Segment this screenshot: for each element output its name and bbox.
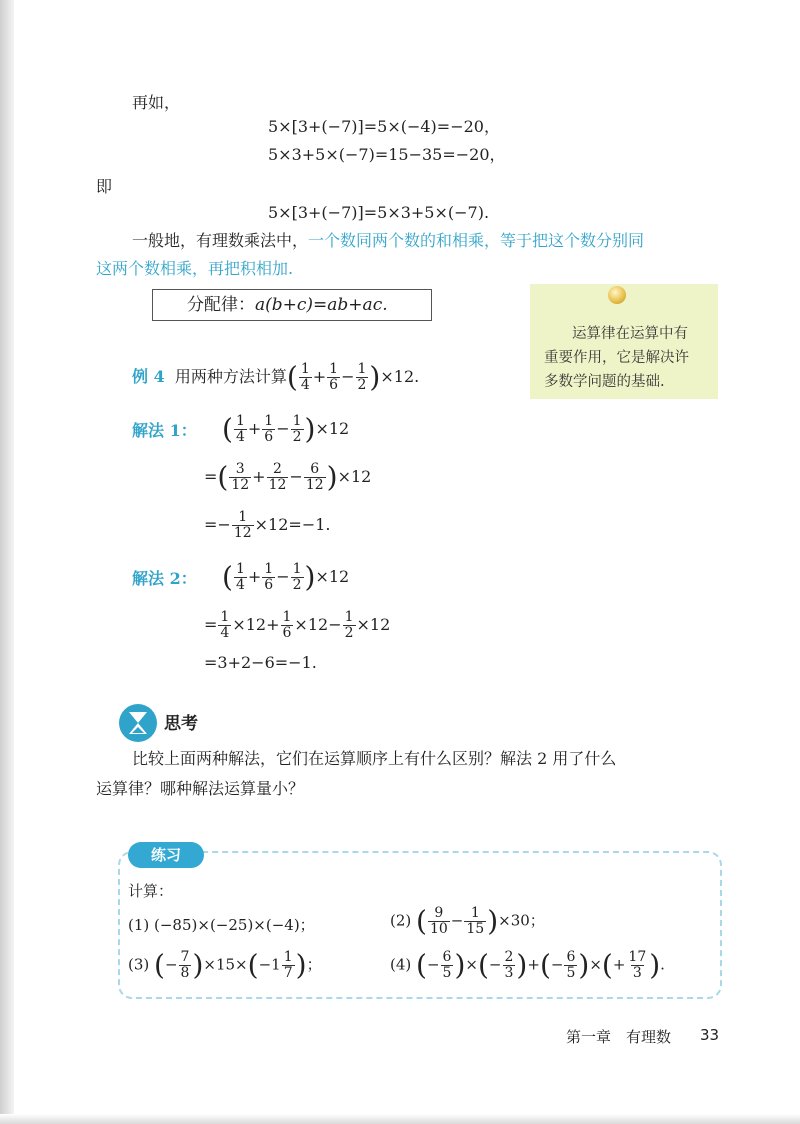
solution-1-step-2: =( $\frac{3}{12}$ + $\frac{2}{12}$ − $\frac{6}{12}$ )×12 [204, 460, 372, 494]
practice-item-1: (1) (−85)×(−25)×(−4)； [128, 916, 315, 934]
frac: $\frac{1}{2}$ [357, 361, 367, 393]
practice-item-4: (4) (− $\frac{6}{5}$ )×(− $\frac{2}{3}$ )+(− $\frac{6}{5}$ )×(+ $\frac{17}{3}$ ). [390, 948, 665, 982]
note-line-3: 多数学问题的基础. [544, 374, 665, 390]
solution-1-step-2-tail: ×12 [337, 467, 372, 486]
practice-intro: 计算： [128, 882, 174, 900]
intro-eq3: 5×[3+(−7)]=5×3+5×(−7). [268, 203, 490, 222]
law-formula: a(b+c)=ab+ac. [255, 295, 388, 315]
rule-highlight-2: 这两个数相乘，再把积相加. [96, 259, 294, 278]
solution-2-step-2: = $\frac{1}{4}$ ×12+ $\frac{1}{6}$ ×12− $\frac{1}{2}$ ×12 [204, 609, 391, 641]
scan-edge-bottom [0, 1114, 800, 1124]
practice-tag: 练习 [128, 842, 204, 868]
rule-highlight-1: 一个数同两个数的和相乘，等于把这个数分别同 [308, 231, 645, 250]
intro-eq2: 5×3+5×(−7)=15−35=−20， [268, 145, 506, 164]
example-label: 例 4 [132, 367, 165, 386]
note-line-1: 运算律在运算中有 [572, 326, 688, 342]
intro-eq1: 5×[3+(−7)]=5×(−4)=−20， [268, 117, 500, 136]
scan-edge [0, 0, 14, 1124]
intro-ji: 即 [96, 177, 113, 196]
think-line-2: 运算律？哪种解法运算量小？ [96, 779, 305, 798]
law-label: 分配律： [187, 295, 255, 315]
side-note [530, 284, 718, 399]
example-4: 例 4 用两种方法计算( $\frac{1}{4}$ + $\frac{1}{6}$ − $\frac{1}{2}$ )×12. [132, 360, 420, 394]
rule-prefix: 一般地，有理数乘法中， [132, 231, 309, 250]
think-line-1: 比较上面两种解法，它们在运算顺序上有什么区别？解法 2 用了什么 [132, 749, 617, 768]
frac: $\frac{1}{4}$ [300, 361, 310, 393]
page-number: 33 [700, 1026, 720, 1044]
think-icon [118, 703, 158, 743]
solution-2-step-3: =3+2−6=−1. [204, 653, 317, 672]
pushpin-icon [608, 286, 626, 304]
solution-2-step-1: ( $\frac{1}{4}$ + $\frac{1}{6}$ − $\frac{1}{2}$ )×12 [222, 560, 350, 594]
solution-1-step-3-tail: ×12=−1. [254, 515, 331, 534]
note-line-2: 重要作用，它是解决许 [544, 350, 689, 366]
footer-chapter: 第一章 有理数 [566, 1028, 672, 1046]
distributive-law-box [152, 289, 432, 321]
rule-paragraph [132, 230, 644, 252]
example-text: 用两种方法计算 [174, 367, 287, 386]
frac: $\frac{1}{6}$ [329, 361, 339, 393]
intro-zaihu: 再如， [132, 93, 181, 112]
solution-1-label: 解法 1： [132, 421, 197, 440]
practice-item-2: (2) ( $\frac{9}{10}$ − $\frac{1}{15}$ )×30； [390, 904, 545, 938]
solution-1-step-1: ( $\frac{1}{4}$ + $\frac{1}{6}$ − $\frac{1}{2}$ )×12 [222, 412, 350, 446]
think-title: 思考 [164, 714, 198, 734]
practice-item-3: (3) (− $\frac{7}{8}$ )×15×(−1 $\frac{1}{7}$ )； [128, 948, 322, 982]
solution-1-step-3: =− $\frac{1}{12}$ ×12=−1. [204, 509, 331, 541]
example-tail: ×12. [380, 367, 420, 386]
solution-2-label: 解法 2： [132, 569, 197, 588]
